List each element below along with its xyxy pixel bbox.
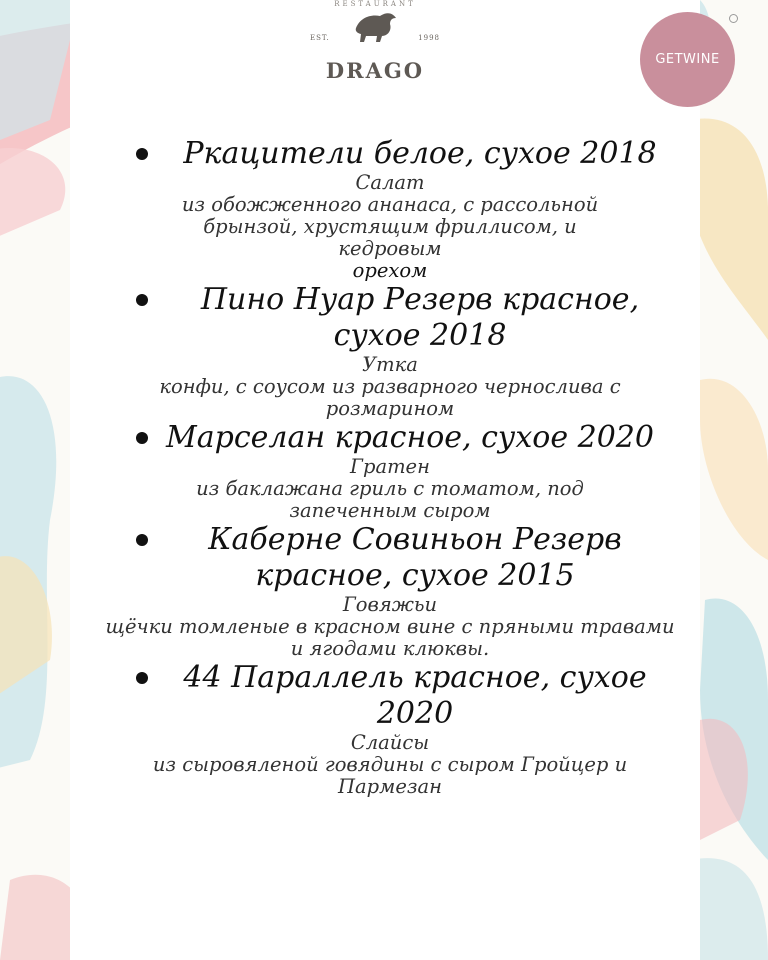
dish-name: Утка <box>362 353 418 376</box>
bullet-icon <box>136 294 148 306</box>
logo-arc-text: RESTAURANT <box>334 0 416 8</box>
dish-description-extra: орехом <box>352 259 428 282</box>
bull-icon <box>352 6 398 46</box>
getwine-label: GETWINE <box>655 52 720 67</box>
dish-description: конфи, с соусом из разварного чернослива с розмарином <box>159 375 621 420</box>
bullet-icon <box>136 534 148 546</box>
dish-description: из сыровяленой говядины с сыром Гройцер и Пармезан <box>152 753 628 798</box>
restaurant-logo <box>290 0 460 90</box>
wine-title: Ркацители белое, сухое 2018 <box>80 136 700 172</box>
getwine-badge[interactable] <box>640 12 735 107</box>
bullet-icon <box>136 432 148 444</box>
menu-item <box>80 420 700 522</box>
dish-description: из баклажана гриль с томатом, под запеченным сыром <box>196 477 584 522</box>
menu-item <box>80 660 700 798</box>
menu-item <box>80 136 700 282</box>
dish-description: из обожженного ананаса, с рассольной брынзой, хрустящим фриллисом, и кедровым <box>181 193 599 260</box>
menu-item <box>80 522 700 660</box>
wine-title: Пино Нуар Резерв красное, сухое 2018 <box>80 282 700 354</box>
bullet-icon <box>136 148 148 160</box>
bullet-icon <box>136 672 148 684</box>
logo-year: 1998 <box>418 34 440 42</box>
dish-name: Говяжьи <box>342 593 438 616</box>
dish-name: Гратен <box>350 455 430 478</box>
restaurant-name: DRAGO <box>325 58 425 83</box>
menu-item <box>80 282 700 420</box>
wine-pairing-menu <box>80 136 700 798</box>
wine-title: Марселан красное, сухое 2020 <box>80 420 700 456</box>
wine-title: Каберне Совиньон Резерв красное, сухое 2015 <box>80 522 700 594</box>
logo-est: EST. <box>310 34 330 42</box>
wine-title: 44 Параллель красное, сухое 2020 <box>80 660 700 732</box>
dish-name: Слайсы <box>350 731 430 754</box>
corner-dot-icon <box>729 14 738 23</box>
dish-description: щёчки томленые в красном вине с пряными травами и ягодами клюквы. <box>105 615 675 660</box>
dish-name: Салат <box>355 171 425 194</box>
